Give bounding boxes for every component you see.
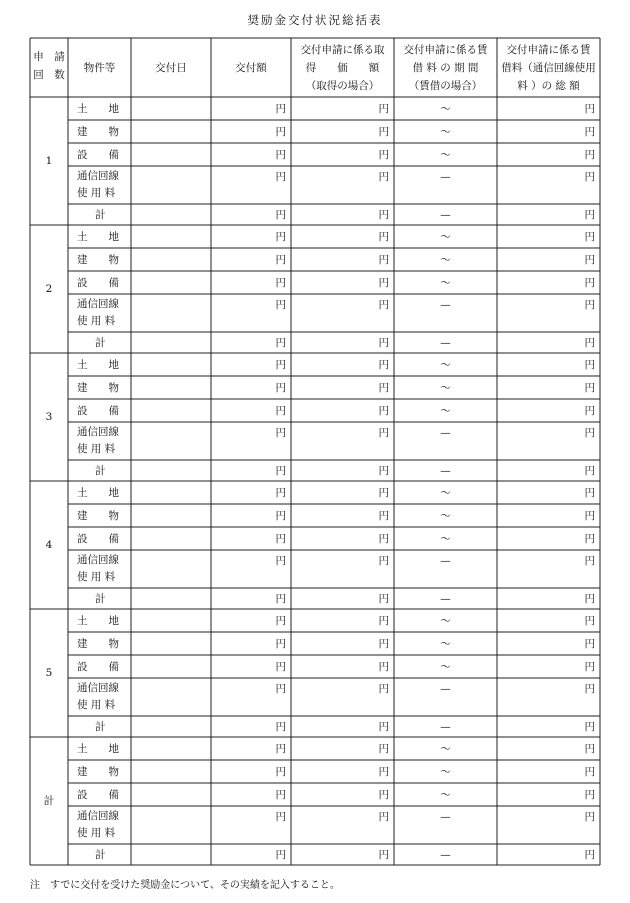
item-line: 使 用 料 [77, 571, 116, 583]
period-tilde: 〜 [440, 148, 451, 161]
group-label: 2 [45, 283, 53, 295]
yen-unit: 円 [584, 276, 595, 289]
item-line: 通信回線 [77, 426, 119, 438]
yen-unit: 円 [584, 532, 595, 545]
item-building: 建 物 [77, 381, 119, 394]
yen-unit: 円 [584, 464, 595, 477]
yen-unit: 円 [275, 148, 286, 161]
yen-unit: 円 [275, 555, 286, 567]
yen-unit: 円 [378, 427, 389, 439]
yen-unit: 円 [584, 381, 595, 394]
yen-unit: 円 [378, 509, 389, 522]
item-building: 建 物 [77, 765, 119, 778]
period-tilde: 〜 [440, 230, 451, 243]
period-tilde: 〜 [440, 125, 451, 138]
yen-unit: 円 [584, 592, 595, 605]
item-land: 土 地 [77, 614, 119, 627]
yen-unit: 円 [275, 637, 286, 650]
yen-unit: 円 [378, 299, 389, 311]
yen-unit: 円 [378, 148, 389, 161]
yen-unit: 円 [275, 427, 286, 439]
header-acq: 得 価 額 [305, 62, 380, 74]
item-subtotal: 計 [95, 720, 106, 733]
period-tilde: 〜 [440, 404, 451, 417]
item-building: 建 物 [77, 125, 119, 138]
period-tilde: 〜 [440, 660, 451, 673]
period-tilde: 〜 [440, 276, 451, 289]
yen-unit: 円 [275, 404, 286, 417]
period-tilde: 〜 [440, 358, 451, 371]
yen-unit: 円 [584, 660, 595, 673]
period-tilde: 〜 [440, 253, 451, 266]
period-dash: — [440, 427, 451, 439]
yen-unit: 円 [378, 637, 389, 650]
period-dash: — [440, 811, 451, 823]
item-land: 土 地 [77, 486, 119, 499]
yen-unit: 円 [275, 125, 286, 138]
yen-unit: 円 [584, 742, 595, 755]
item-line: 使 用 料 [77, 827, 116, 839]
yen-unit: 円 [378, 208, 389, 221]
yen-unit: 円 [378, 358, 389, 371]
item-line: 使 用 料 [77, 315, 116, 327]
yen-unit: 円 [275, 102, 286, 115]
yen-unit: 円 [584, 125, 595, 138]
item-line: 使 用 料 [77, 699, 116, 711]
yen-unit: 円 [275, 509, 286, 522]
yen-unit: 円 [584, 848, 595, 861]
yen-unit: 円 [584, 720, 595, 733]
period-tilde: 〜 [440, 486, 451, 499]
yen-unit: 円 [275, 336, 286, 349]
period-tilde: 〜 [440, 102, 451, 115]
item-land: 土 地 [77, 230, 119, 243]
yen-unit: 円 [275, 381, 286, 394]
yen-unit: 円 [378, 848, 389, 861]
item-equipment: 設 備 [77, 532, 119, 545]
yen-unit: 円 [275, 299, 286, 311]
period-tilde: 〜 [440, 381, 451, 394]
footnote: 注 すでに交付を受けた奨励金について、その実績を記入すること。 [30, 880, 340, 891]
period-dash: — [440, 720, 451, 733]
yen-unit: 円 [275, 765, 286, 778]
header-amount: 交付額 [235, 62, 267, 74]
period-dash: — [440, 848, 451, 861]
item-equipment: 設 備 [77, 148, 119, 161]
period-dash: — [440, 683, 451, 695]
yen-unit: 円 [584, 358, 595, 371]
yen-unit: 円 [275, 848, 286, 861]
yen-unit: 円 [275, 464, 286, 477]
yen-unit: 円 [584, 614, 595, 627]
header-item: 物件等 [83, 62, 116, 74]
yen-unit: 円 [378, 720, 389, 733]
yen-unit: 円 [378, 404, 389, 417]
period-dash: — [440, 592, 451, 605]
header-rent: 料 ）の 総 額 [517, 80, 580, 92]
yen-unit: 円 [584, 555, 595, 567]
yen-unit: 円 [378, 381, 389, 394]
yen-unit: 円 [275, 614, 286, 627]
yen-unit: 円 [378, 592, 389, 605]
item-line: 使 用 料 [77, 187, 116, 199]
header-period: （賃借の場合） [408, 80, 483, 92]
yen-unit: 円 [275, 253, 286, 266]
yen-unit: 円 [275, 486, 286, 499]
item-equipment: 設 備 [77, 276, 119, 289]
group-label: 4 [45, 539, 53, 551]
period-dash: — [440, 555, 451, 567]
yen-unit: 円 [378, 125, 389, 138]
period-tilde: 〜 [440, 788, 451, 801]
period-dash: — [440, 208, 451, 221]
period-dash: — [440, 171, 451, 183]
group-label: 1 [45, 155, 53, 167]
yen-unit: 円 [378, 336, 389, 349]
header-round: 申 請 [33, 51, 65, 63]
yen-unit: 円 [584, 683, 595, 695]
item-building: 建 物 [77, 637, 119, 650]
yen-unit: 円 [275, 208, 286, 221]
item-land: 土 地 [77, 102, 119, 115]
yen-unit: 円 [378, 102, 389, 115]
yen-unit: 円 [584, 765, 595, 778]
period-tilde: 〜 [440, 509, 451, 522]
yen-unit: 円 [584, 404, 595, 417]
period-dash: — [440, 464, 451, 477]
yen-unit: 円 [275, 788, 286, 801]
item-subtotal: 計 [95, 592, 106, 605]
item-building: 建 物 [77, 509, 119, 522]
yen-unit: 円 [378, 811, 389, 823]
yen-unit: 円 [584, 811, 595, 823]
header-period: 交付申請に係る賃 [403, 44, 488, 56]
yen-unit: 円 [584, 486, 595, 499]
item-line: 通信回線 [77, 810, 119, 822]
yen-unit: 円 [584, 336, 595, 349]
period-tilde: 〜 [440, 637, 451, 650]
yen-unit: 円 [275, 742, 286, 755]
item-line: 通信回線 [77, 298, 119, 310]
yen-unit: 円 [378, 253, 389, 266]
item-building: 建 物 [77, 253, 119, 266]
yen-unit: 円 [584, 253, 595, 266]
item-land: 土 地 [77, 742, 119, 755]
yen-unit: 円 [378, 660, 389, 673]
yen-unit: 円 [584, 637, 595, 650]
yen-unit: 円 [378, 683, 389, 695]
yen-unit: 円 [584, 148, 595, 161]
document-title: 奨励金交付状況総括表 [247, 13, 383, 27]
item-line: 通信回線 [77, 170, 119, 182]
header-acq: 交付申請に係る取 [300, 44, 385, 56]
header-rent: 交付申請に係る賃 [506, 44, 591, 56]
period-tilde: 〜 [440, 742, 451, 755]
header-acq: （取得の場合） [305, 80, 380, 92]
item-equipment: 設 備 [77, 404, 119, 417]
yen-unit: 円 [378, 614, 389, 627]
yen-unit: 円 [275, 230, 286, 243]
item-subtotal: 計 [95, 848, 106, 861]
yen-unit: 円 [584, 509, 595, 522]
yen-unit: 円 [275, 532, 286, 545]
period-tilde: 〜 [440, 614, 451, 627]
yen-unit: 円 [584, 427, 595, 439]
yen-unit: 円 [275, 276, 286, 289]
item-subtotal: 計 [95, 336, 106, 349]
period-tilde: 〜 [440, 532, 451, 545]
yen-unit: 円 [378, 555, 389, 567]
yen-unit: 円 [584, 788, 595, 801]
yen-unit: 円 [584, 230, 595, 243]
group-label: 計 [43, 795, 55, 807]
group-label: 5 [45, 667, 53, 679]
yen-unit: 円 [275, 358, 286, 371]
item-line: 使 用 料 [77, 443, 116, 455]
yen-unit: 円 [584, 102, 595, 115]
group-label: 3 [45, 411, 53, 423]
header-round: 回 数 [33, 69, 65, 81]
yen-unit: 円 [275, 720, 286, 733]
item-land: 土 地 [77, 358, 119, 371]
period-dash: — [440, 336, 451, 349]
yen-unit: 円 [584, 299, 595, 311]
yen-unit: 円 [378, 486, 389, 499]
yen-unit: 円 [275, 683, 286, 695]
yen-unit: 円 [275, 171, 286, 183]
header-period: 借 料 の 期 間 [412, 62, 479, 74]
yen-unit: 円 [275, 811, 286, 823]
period-tilde: 〜 [440, 765, 451, 778]
period-dash: — [440, 299, 451, 311]
header-date: 交付日 [155, 62, 187, 74]
yen-unit: 円 [584, 208, 595, 221]
yen-unit: 円 [378, 532, 389, 545]
item-line: 通信回線 [77, 554, 119, 566]
yen-unit: 円 [378, 788, 389, 801]
item-subtotal: 計 [95, 464, 106, 477]
item-subtotal: 計 [95, 208, 106, 221]
yen-unit: 円 [378, 276, 389, 289]
yen-unit: 円 [378, 464, 389, 477]
item-equipment: 設 備 [77, 660, 119, 673]
yen-unit: 円 [378, 230, 389, 243]
item-equipment: 設 備 [77, 788, 119, 801]
yen-unit: 円 [378, 171, 389, 183]
yen-unit: 円 [378, 742, 389, 755]
yen-unit: 円 [275, 660, 286, 673]
header-rent: 借料（通信回線使用 [501, 62, 596, 74]
item-line: 通信回線 [77, 682, 119, 694]
yen-unit: 円 [378, 765, 389, 778]
yen-unit: 円 [584, 171, 595, 183]
yen-unit: 円 [275, 592, 286, 605]
